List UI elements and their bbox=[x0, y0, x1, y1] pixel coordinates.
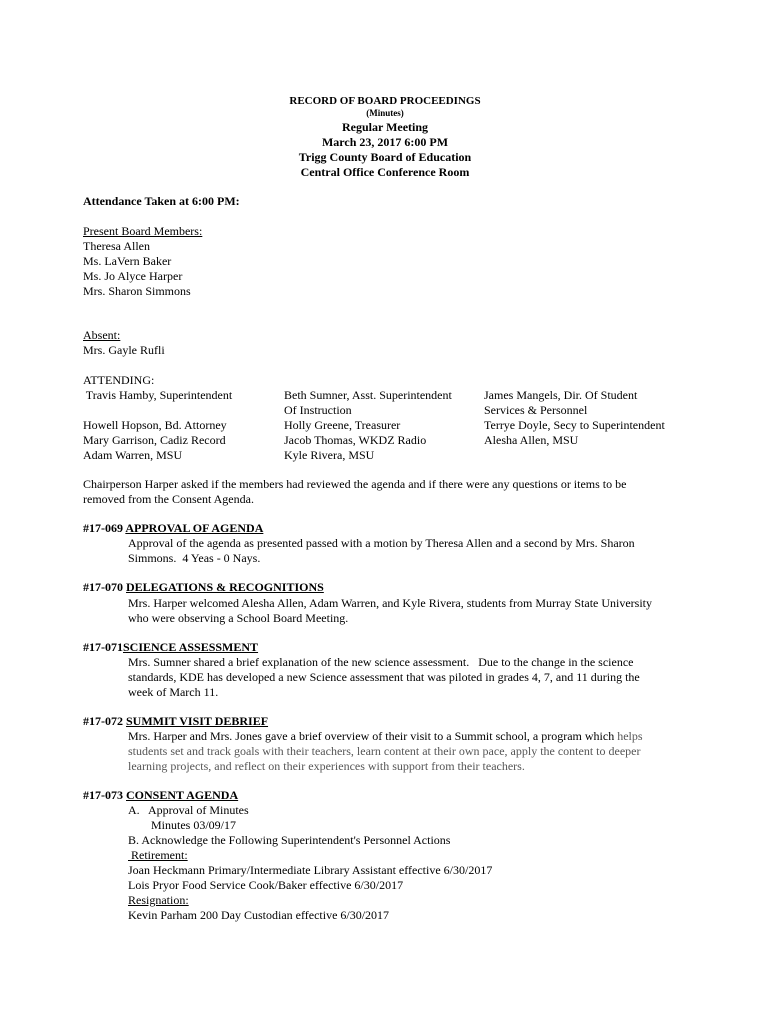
agenda-item-heading bbox=[83, 788, 238, 803]
attendee: James Mangels, Dir. Of Student bbox=[484, 388, 638, 402]
personnel-action: Lois Pryor Food Service Cook/Baker effective 6/30/2017 bbox=[128, 878, 404, 892]
present-member: Ms. Jo Alyce Harper bbox=[83, 269, 183, 283]
item-title: CONSENT AGENDA bbox=[126, 788, 239, 802]
attendee: Terrye Doyle, Secy to Superintendent bbox=[484, 418, 665, 432]
resignation-label: Resignation: bbox=[128, 893, 189, 907]
attendee: Travis Hamby, Superintendent bbox=[83, 388, 233, 402]
document-title: RECORD OF BOARD PROCEEDINGS bbox=[289, 95, 481, 107]
intro-line: Chairperson Harper asked if the members had reviewed the agenda and if there were any questions or items to be bbox=[83, 477, 627, 491]
board-name: Trigg County Board of Education bbox=[298, 150, 472, 164]
present-member: Ms. LaVern Baker bbox=[83, 254, 172, 268]
retirement-label: Retirement: bbox=[128, 848, 188, 862]
intro-line: removed from the Consent Agenda. bbox=[83, 492, 254, 506]
attendee-title-cont: Of Instruction bbox=[284, 403, 352, 417]
attendee: Alesha Allen, MSU bbox=[484, 433, 579, 447]
item-text-quoted-line: students set and track goals with their teachers, learn content at their own pace, apply the content to deeper bbox=[128, 744, 641, 758]
attendee: Howell Hopson, Bd. Attorney bbox=[83, 418, 227, 432]
meeting-date-time: March 23, 2017 6:00 PM bbox=[321, 135, 449, 149]
present-label: Present Board Members: bbox=[83, 224, 203, 238]
attendee: Jacob Thomas, WKDZ Radio bbox=[284, 433, 427, 447]
item-text-quoted: helps bbox=[617, 729, 643, 743]
present-member: Mrs. Sharon Simmons bbox=[83, 284, 191, 298]
personnel-action: Kevin Parham 200 Day Custodian effective 6/30/2017 bbox=[128, 908, 390, 922]
item-number: #17-070 bbox=[83, 580, 126, 594]
item-text-line: standards, KDE has developed a new Science assessment that was piloted in grades 4, 7, and 11 during the bbox=[128, 670, 640, 684]
agenda-item-heading bbox=[83, 521, 263, 536]
attendee-title-cont: Services & Personnel bbox=[484, 403, 588, 417]
attendance-heading: Attendance Taken at 6:00 PM: bbox=[83, 194, 240, 208]
item-title: DELEGATIONS & RECOGNITIONS bbox=[126, 580, 324, 594]
item-text-line: week of March 11. bbox=[128, 685, 219, 699]
attending-label: ATTENDING: bbox=[83, 373, 155, 387]
item-text-line: Mrs. Sumner shared a brief explanation of the new science assessment. Due to the change in the science bbox=[128, 655, 634, 669]
agenda-item-heading bbox=[83, 714, 268, 729]
item-number: #17-072 bbox=[83, 714, 126, 728]
attendee: Kyle Rivera, MSU bbox=[284, 448, 375, 462]
item-title: APPROVAL OF AGENDA bbox=[125, 521, 264, 535]
item-text-line: who were observing a School Board Meeting. bbox=[128, 611, 349, 625]
attendee: Beth Sumner, Asst. Superintendent bbox=[284, 388, 452, 402]
consent-item-b: B. Acknowledge the Following Superintendent's Personnel Actions bbox=[128, 833, 451, 847]
meeting-type: Regular Meeting bbox=[341, 120, 429, 134]
consent-item-a: A. Approval of Minutes bbox=[128, 803, 249, 817]
item-text-line: Approval of the agenda as presented passed with a motion by Theresa Allen and a second by Mrs. Sharon bbox=[128, 536, 635, 550]
attendee: Adam Warren, MSU bbox=[83, 448, 183, 462]
item-number: #17-069 bbox=[83, 521, 126, 535]
item-text-line: Simmons. 4 Yeas - 0 Nays. bbox=[128, 551, 261, 565]
item-text-line: Mrs. Harper welcomed Alesha Allen, Adam Warren, and Kyle Rivera, students from Murray State University bbox=[128, 596, 653, 610]
item-text-line bbox=[128, 729, 643, 744]
personnel-action: Joan Heckmann Primary/Intermediate Library Assistant effective 6/30/2017 bbox=[128, 863, 493, 877]
item-number: #17-071 bbox=[83, 640, 123, 654]
agenda-item-heading bbox=[83, 640, 258, 655]
consent-item-a-detail: Minutes 03/09/17 bbox=[151, 818, 237, 832]
absent-label: Absent: bbox=[83, 328, 121, 342]
document-subtitle: (Minutes) bbox=[366, 108, 404, 118]
item-title: SCIENCE ASSESSMENT bbox=[123, 640, 259, 654]
absent-member: Mrs. Gayle Rufli bbox=[83, 343, 165, 357]
present-member: Theresa Allen bbox=[83, 239, 150, 253]
item-number: #17-073 bbox=[83, 788, 126, 802]
meeting-location: Central Office Conference Room bbox=[300, 165, 470, 179]
item-title: SUMMIT VISIT DEBRIEF bbox=[126, 714, 269, 728]
item-text-main: Mrs. Harper and Mrs. Jones gave a brief overview of their visit to a Summit school, a program which bbox=[128, 729, 618, 743]
attendee: Holly Greene, Treasurer bbox=[284, 418, 401, 432]
attendee: Mary Garrison, Cadiz Record bbox=[83, 433, 226, 447]
agenda-item-heading bbox=[83, 580, 324, 595]
item-text-quoted-line: learning projects, and reflect on their experiences with support from their teachers. bbox=[128, 759, 525, 773]
